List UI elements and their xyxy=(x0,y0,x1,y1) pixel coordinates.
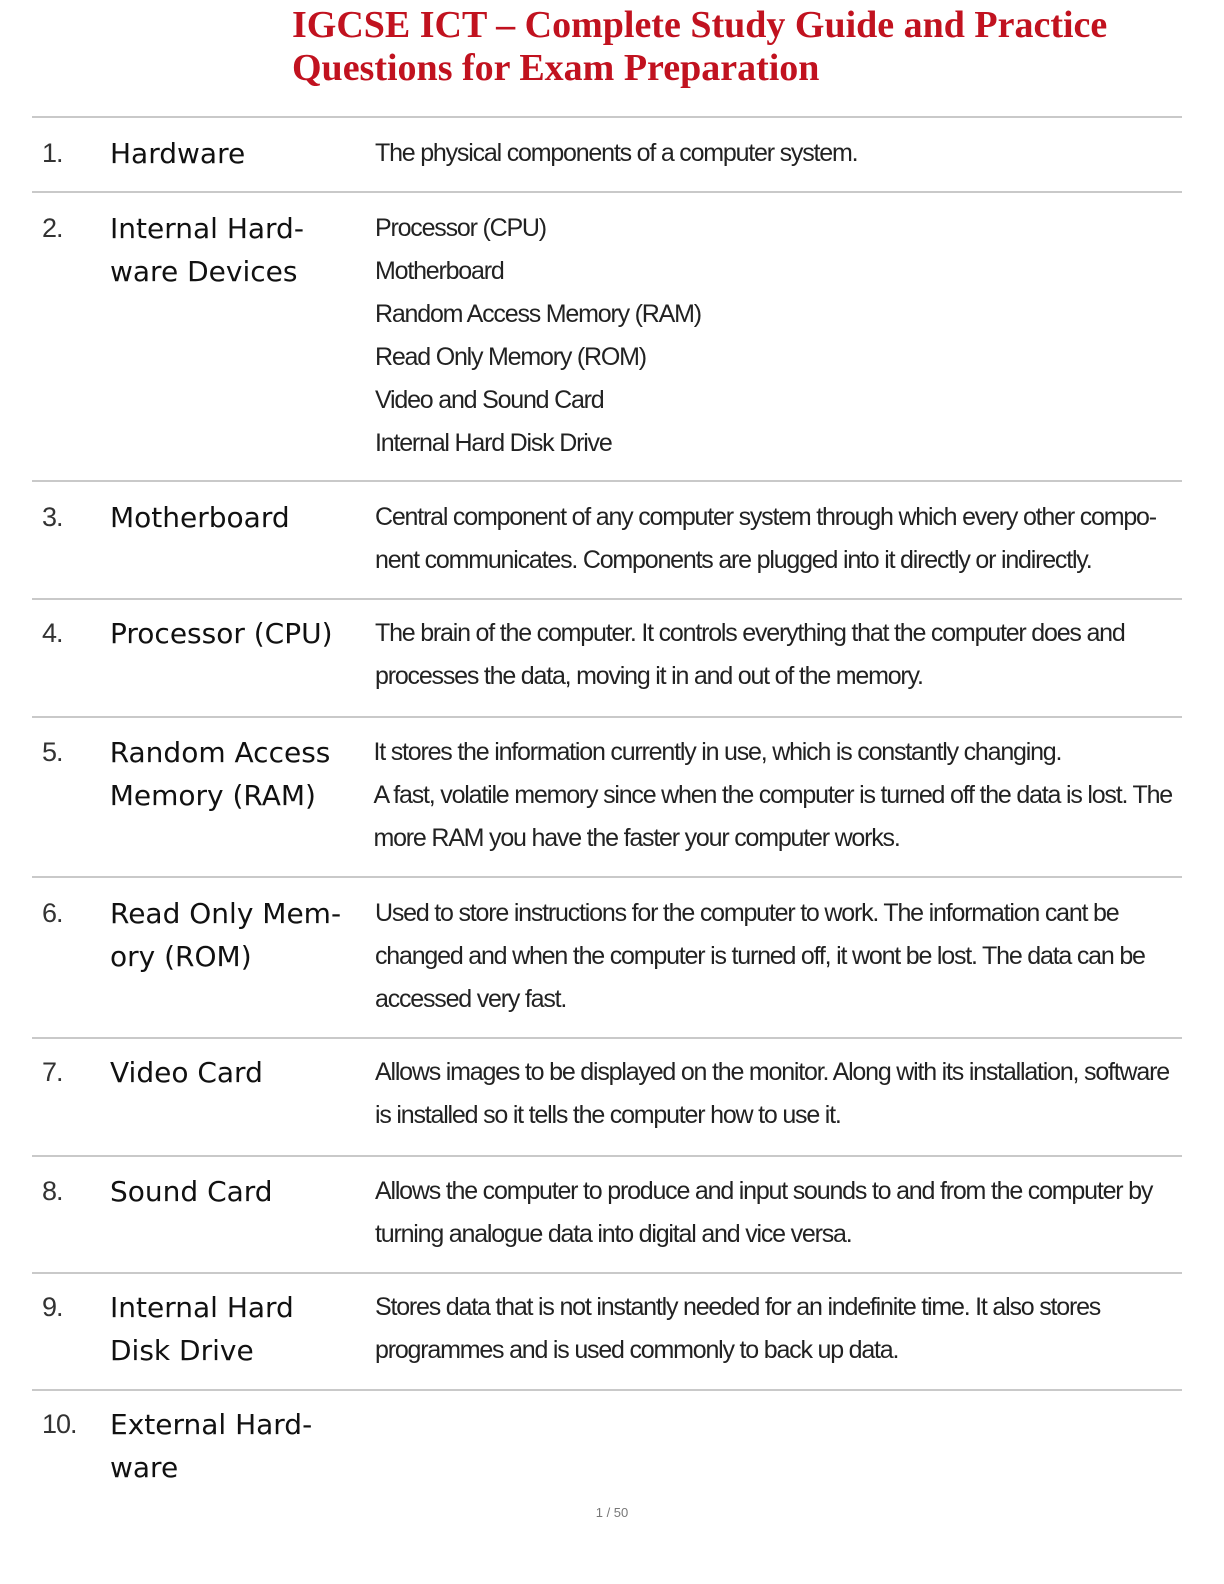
glossary-row xyxy=(32,1274,1182,1391)
definition-line: Allows images to be displayed on the monitor. Along with its installation, software xyxy=(375,1058,1169,1086)
entry-term: Internal Hard Disk Drive xyxy=(110,1291,294,1367)
entry-term: Video Card xyxy=(110,1056,263,1089)
entry-term: Motherboard xyxy=(110,501,290,534)
entry-number: 3. xyxy=(42,502,63,532)
entry-definition xyxy=(375,1051,1182,1155)
entry-term: External Hard- ware xyxy=(110,1408,313,1484)
glossary-row xyxy=(32,1039,1182,1157)
page-number: 1 / 50 xyxy=(595,1505,629,1520)
definition-line: Motherboard xyxy=(375,257,504,285)
glossary-row xyxy=(32,878,1182,1039)
definition-line: accessed very fast. xyxy=(375,985,567,1013)
entry-number: 5. xyxy=(42,737,63,767)
glossary-row xyxy=(32,1391,1182,1491)
title-line-1: IGCSE ICT – Complete Study Guide and Practice xyxy=(292,4,1108,46)
definition-line: Random Access Memory (RAM) xyxy=(375,300,701,328)
entry-term: Processor (CPU) xyxy=(110,617,333,650)
entry-number: 9. xyxy=(42,1292,63,1322)
entry-definition xyxy=(375,496,1182,598)
entry-number: 4. xyxy=(42,618,63,648)
entry-number: 8. xyxy=(42,1176,63,1206)
entry-number: 2. xyxy=(42,213,63,243)
definition-line: nent communicates. Components are plugged into it directly or indirectly. xyxy=(375,546,1092,574)
entry-term: Read Only Mem- ory (ROM) xyxy=(110,897,342,973)
definition-line: changed and when the computer is turned off, it wont be lost. The data can be xyxy=(375,942,1145,970)
definition-line: is installed so it tells the computer how to use it. xyxy=(375,1101,841,1129)
definition-line: processes the data, moving it in and out of the memory. xyxy=(375,662,923,690)
glossary-row xyxy=(32,118,1182,193)
entry-definition xyxy=(375,207,1182,480)
glossary-table xyxy=(32,116,1182,1491)
definition-line: It stores the information currently in use, which is constantly changing. xyxy=(373,738,1062,766)
definition-line: The brain of the computer. It controls everything that the computer does and xyxy=(375,619,1125,647)
definition-line: Video and Sound Card xyxy=(375,386,604,414)
definition-line: Allows the computer to produce and input sounds to and from the computer by xyxy=(375,1177,1153,1205)
definition-line: turning analogue data into digital and vice versa. xyxy=(375,1220,852,1248)
glossary-row xyxy=(32,600,1182,718)
glossary-row xyxy=(32,482,1182,600)
entry-number: 7. xyxy=(42,1057,63,1087)
definition-line: Central component of any computer system through which every other compo- xyxy=(375,503,1156,531)
entry-definition xyxy=(375,132,1182,191)
entry-term: Internal Hard- ware Devices xyxy=(110,212,304,288)
entry-term: Sound Card xyxy=(110,1175,273,1208)
title-line-2: Questions for Exam Preparation xyxy=(292,47,820,89)
definition-line: Internal Hard Disk Drive xyxy=(375,429,612,457)
definition-line: Stores data that is not instantly needed for an indefinite time. It also stores xyxy=(375,1293,1101,1321)
definition-line: Read Only Memory (ROM) xyxy=(375,343,646,371)
glossary-row xyxy=(32,1157,1182,1274)
definition-line: A fast, volatile memory since when the computer is turned off the data is lost. The xyxy=(373,781,1172,809)
entry-term: Hardware xyxy=(110,137,246,170)
glossary-row xyxy=(32,193,1182,482)
entry-number: 6. xyxy=(42,898,63,928)
definition-line: Processor (CPU) xyxy=(375,214,546,242)
entry-definition xyxy=(375,1170,1182,1272)
definition-line: programmes and is used commonly to back up data. xyxy=(375,1336,899,1364)
definition-line: Used to store instructions for the computer to work. The information cant be xyxy=(375,899,1119,927)
entry-definition xyxy=(373,731,1182,876)
entry-definition xyxy=(375,612,1182,716)
entry-number: 10. xyxy=(42,1409,77,1439)
definition-line: more RAM you have the faster your computer works. xyxy=(373,824,900,852)
glossary-row xyxy=(32,718,1182,878)
entry-definition xyxy=(375,892,1182,1037)
document-title xyxy=(292,4,1192,90)
entry-term: Random Access Memory (RAM) xyxy=(109,736,331,812)
entry-definition xyxy=(375,1403,1182,1491)
definition-line: The physical components of a computer system. xyxy=(375,139,858,167)
entry-definition xyxy=(375,1286,1182,1389)
entry-number: 1. xyxy=(42,138,63,168)
